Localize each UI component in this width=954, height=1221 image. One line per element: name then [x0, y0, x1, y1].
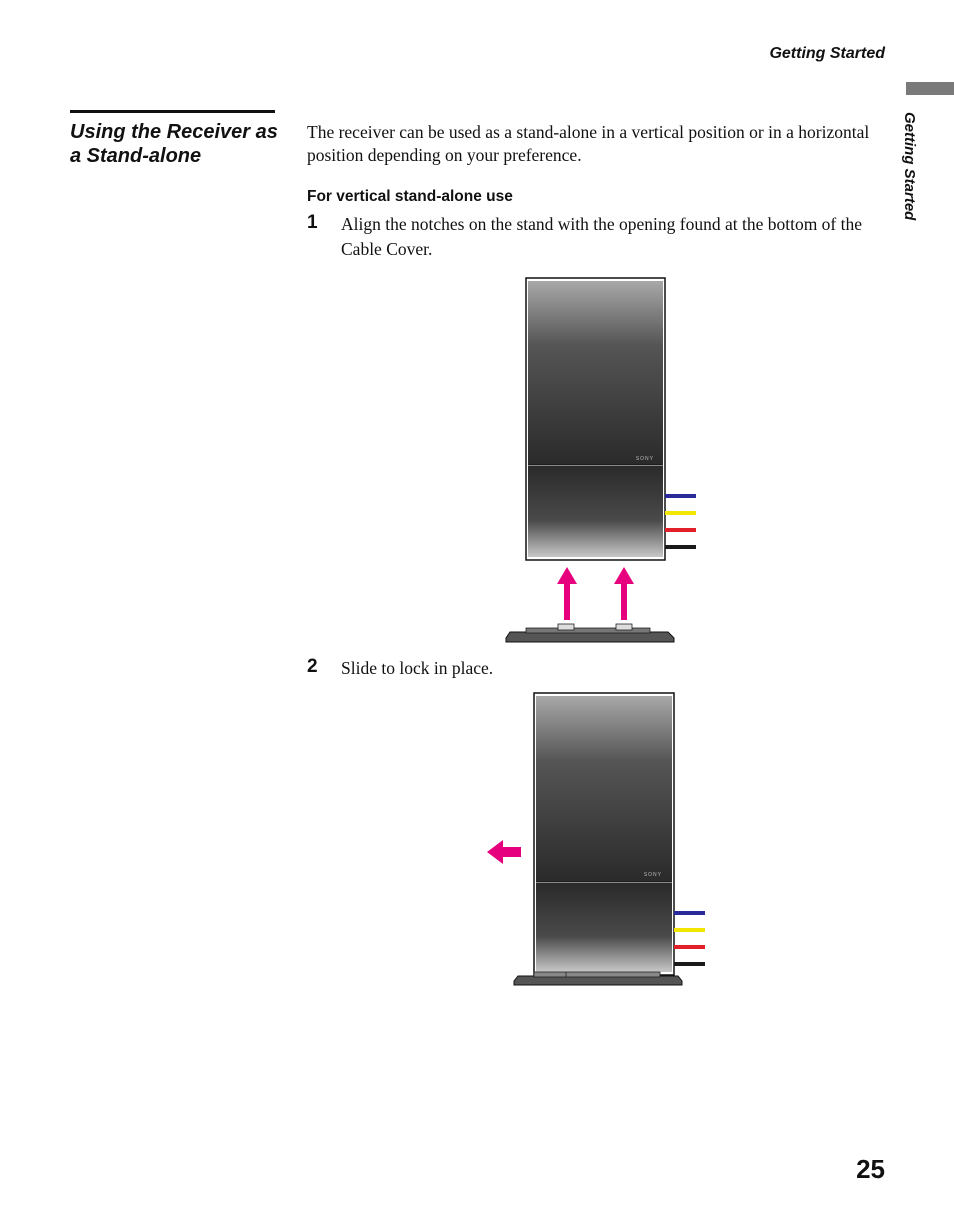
brand-logo: SONY — [643, 872, 662, 878]
stand-base — [514, 972, 682, 985]
intro-paragraph: The receiver can be used as a stand-alone in a vertical position or in a horizontal position depending on your preference. — [307, 122, 870, 165]
cable-yellow — [674, 928, 705, 932]
page-number: 25 — [856, 1154, 885, 1184]
step-2-text: Slide to lock in place. — [341, 658, 494, 678]
subhead: For vertical stand-alone use — [307, 188, 513, 205]
step-1-number: 1 — [307, 212, 318, 233]
cable-black — [665, 545, 696, 549]
side-tab-marker — [906, 82, 954, 95]
cable-yellow — [665, 511, 696, 515]
cable-bundle — [665, 494, 696, 549]
arrow-up-icon — [557, 567, 577, 620]
side-tab-label: Getting Started — [901, 112, 918, 221]
receiver-unit — [534, 693, 674, 975]
cable-bundle — [674, 911, 705, 966]
stand-base — [506, 624, 674, 642]
cable-blue — [674, 911, 705, 915]
brand-logo: SONY — [635, 456, 654, 462]
receiver-unit — [526, 278, 665, 560]
cable-red — [665, 528, 696, 532]
step-1-text: Align the notches on the stand with the opening found at the bottom of the Cable Cover. — [341, 214, 863, 259]
figure-slide-lock — [480, 688, 720, 992]
cable-red — [674, 945, 705, 949]
figure-align-stand — [500, 272, 710, 648]
step-2-number: 2 — [307, 656, 318, 677]
section-title: Using the Receiver as a Stand-alone — [70, 121, 278, 167]
cable-blue — [665, 494, 696, 498]
arrow-up-icon — [614, 567, 634, 620]
arrow-left-icon — [487, 840, 521, 864]
cable-black — [674, 962, 705, 966]
header-title: Getting Started — [769, 45, 885, 62]
section-rule — [70, 110, 275, 113]
